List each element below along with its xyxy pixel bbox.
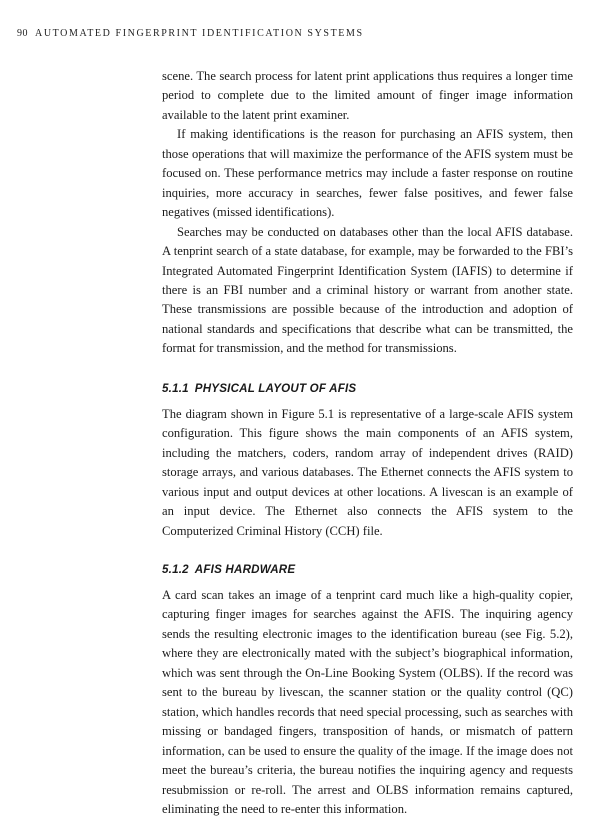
section-heading-afis-hardware (162, 563, 573, 576)
page-number: 90 (17, 28, 28, 39)
section-heading-physical-layout (162, 382, 573, 395)
section-title: PHYSICAL LAYOUT OF AFIS (194, 381, 357, 395)
running-title: AUTOMATED FINGERPRINT IDENTIFICATION SYSTEMS (35, 28, 364, 39)
body-paragraph: scene. The search process for latent print applications thus requires a longer time period to complete due to the limited amount of finger image information available to the latent print examiner. (162, 69, 573, 122)
body-paragraph: A card scan takes an image of a tenprint card much like a high-quality copier, capturing finger images for searches against the AFIS. The inquiring agency sends the resulting electronic images to the identification bureau (see Fig. 5.2), where they are electronically mated with the subject’s biographical information, which was sent through the On-Line Booking System (OLBS). If the record was sent to the bureau by livescan, the scanner station or the quality control (QC) station, which handles records that need special processing, such as searches with missing or bandaged fingers, transposition of hands, or mismatch of pattern information, can be used to ensure the quality of the image. If the image does not meet the bureau’s criteria, the bureau notifies the inquiring agency and requests resubmission or re-roll. The arrest and OLBS information remains captured, eliminating the need to re-enter this information. (162, 587, 573, 816)
body-paragraph: The diagram shown in Figure 5.1 is representative of a large-scale AFIS system configuration. This figure shows the main components of an AFIS system, including the matchers, coders, random array of independent drives (RAID) storage arrays, and various databases. The Ethernet connects the AFIS system to various input and output devices at other locations. A livescan is an example of an input device. The Ethernet also connects the AFIS system to the Computerized Criminal History (CCH) file. (162, 406, 573, 538)
section-number: 5.1.1 (162, 381, 189, 395)
running-header (17, 28, 364, 39)
section-number: 5.1.2 (162, 562, 189, 576)
body-paragraph: If making identifications is the reason for purchasing an AFIS system, then those operations that will maximize the performance of the AFIS system must be focused on. These performance metrics may include a faster response on routine inquiries, more accuracy in searches, fewer false positives, and fewer false negatives (missed identifications). (162, 127, 573, 220)
body-paragraph: Searches may be conducted on databases other than the local AFIS database. A tenprint search of a state database, for example, may be forwarded to the FBI’s Integrated Automated Fingerprint Identification System (IAFIS) to determine if there is an FBI number and a criminal history or warrant from another state. These transmissions are possible because of the introduction and adoption of national standards and specifications that describe what can be transmitted, the format for transmission, and the method for transmissions. (162, 224, 573, 356)
section-title: AFIS HARDWARE (194, 562, 296, 576)
page-body (162, 67, 573, 819)
